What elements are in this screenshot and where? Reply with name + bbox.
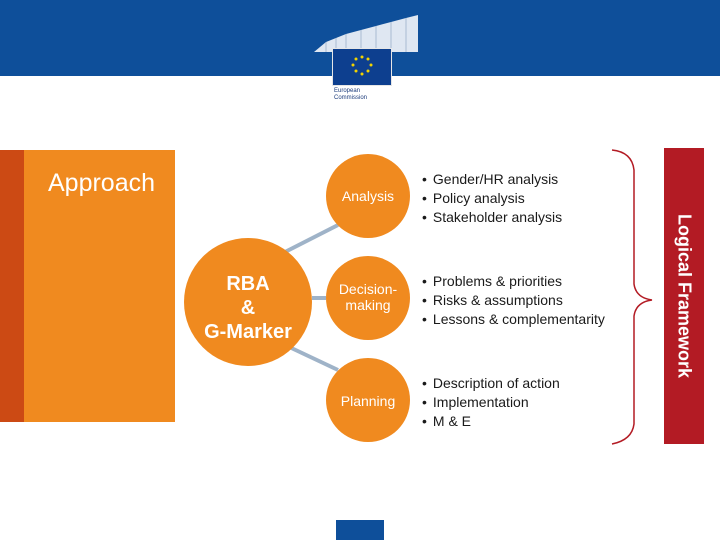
logo-text: European Commission: [334, 88, 368, 101]
list-item: • Lessons & complementarity: [422, 310, 605, 329]
connector-analysis: [285, 225, 338, 252]
list-item: • Gender/HR analysis: [422, 170, 562, 189]
approach-title: Approach: [48, 169, 156, 197]
list-item: • Policy analysis: [422, 189, 562, 208]
center-label: RBA & G-Marker: [204, 273, 292, 343]
planning-bullets: [422, 374, 560, 431]
list-item: • Description of action: [422, 374, 560, 393]
node-label-planning: Planning: [340, 393, 396, 409]
footer-block: [336, 520, 384, 540]
logical-framework-label: Logical Framework: [674, 213, 695, 379]
list-item: • Problems & priorities: [422, 272, 605, 291]
analysis-bullets: [422, 170, 562, 227]
decision-bullets: [422, 272, 605, 329]
node-label-analysis: Analysis: [341, 188, 395, 204]
node-label-decision: Decision- making: [338, 281, 398, 313]
list-item: • M & E: [422, 412, 560, 431]
bracket: [612, 150, 652, 444]
list-item: • Stakeholder analysis: [422, 208, 562, 227]
list-item: • Risks & assumptions: [422, 291, 605, 310]
connector-planning: [285, 345, 338, 370]
list-item: • Implementation: [422, 393, 560, 412]
